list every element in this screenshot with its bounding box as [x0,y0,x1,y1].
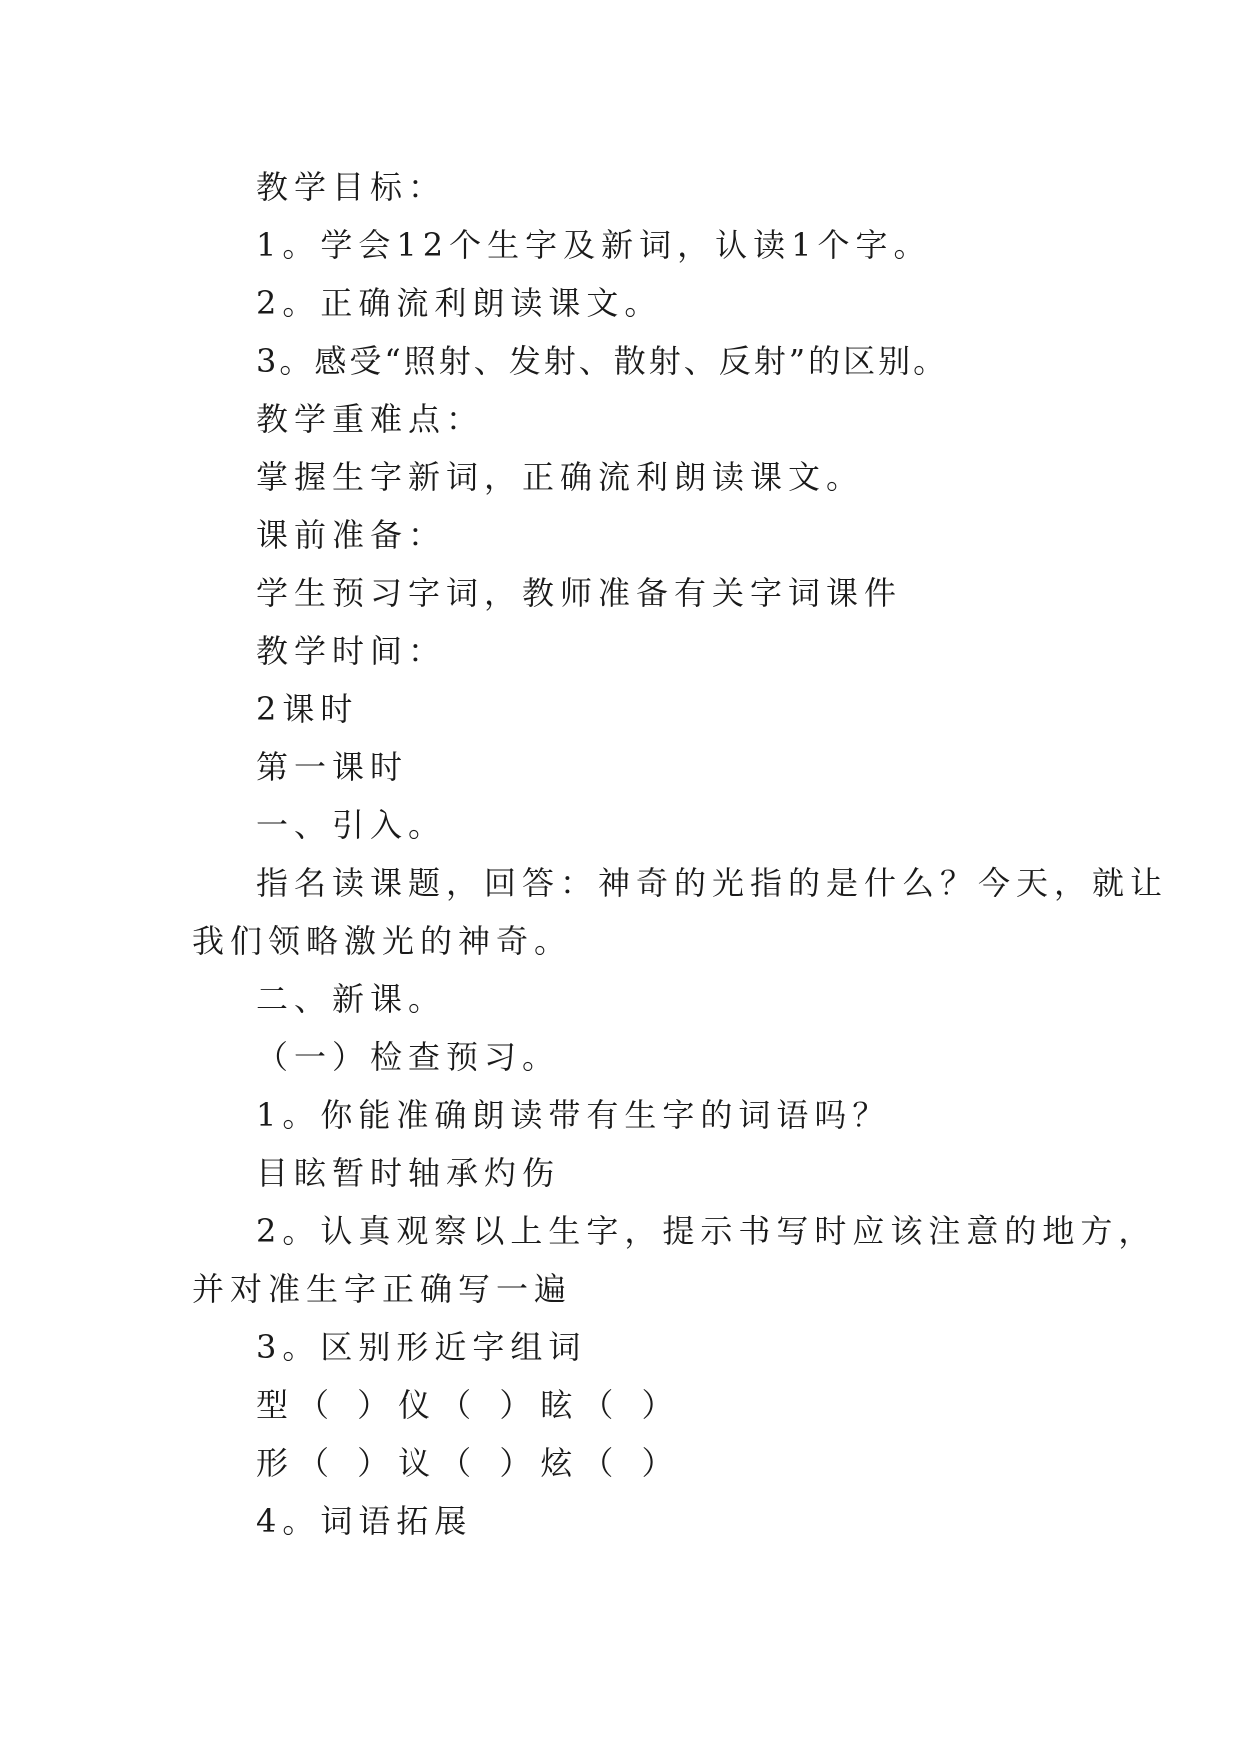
task-item-3: 3。区别形近字组词 [256,1328,587,1366]
task-item-2-line-1: 2。认真观察以上生字，提示书写时应该注意的地方， [256,1212,1157,1250]
task-item-1: 1。你能准确朗读带有生字的词语吗？ [256,1096,891,1134]
preparation-text: 学生预习字词，教师准备有关字词课件 [256,574,903,612]
introduction-paragraph-line-2: 我们领略激光的神奇。 [192,922,573,960]
task-item-2-line-2: 并对准生字正确写一遍 [192,1270,573,1308]
key-difficulties-text: 掌握生字新词，正确流利朗读课文。 [256,458,865,496]
heading-preparation: 课前准备： [256,516,447,554]
goal-item-1: 1。学会12个生字及新词，认读1个字。 [256,226,932,264]
heading-teaching-goals: 教学目标： [256,168,447,206]
heading-teaching-time: 教学时间： [256,632,447,670]
heading-key-difficulties: 教学重难点： [256,400,485,438]
introduction-paragraph-line-1: 指名读课题，回答：神奇的光指的是什么？今天，就让 [256,864,1169,902]
task-item-4: 4。词语拓展 [256,1502,473,1540]
document-body [192,158,1169,1550]
word-exercise-row-2: 形（ ）议（ ）炫（ ） [256,1444,683,1482]
goal-item-3: 3。感受“照射、发射、散射、反射”的区别。 [256,342,949,380]
vocabulary-list: 目眩暂时轴承灼伤 [256,1154,561,1192]
word-exercise-row-1: 型（ ）仪（ ）眩（ ） [256,1386,683,1424]
teaching-time-text: 2课时 [256,690,359,728]
goal-item-2: 2。正确流利朗读课文。 [256,284,663,322]
subsection-check-preview: （一）检查预习。 [256,1038,561,1076]
section-new-lesson: 二、新课。 [256,980,447,1018]
lesson-one-title: 第一课时 [256,748,409,786]
section-introduction: 一、引入。 [256,806,447,844]
